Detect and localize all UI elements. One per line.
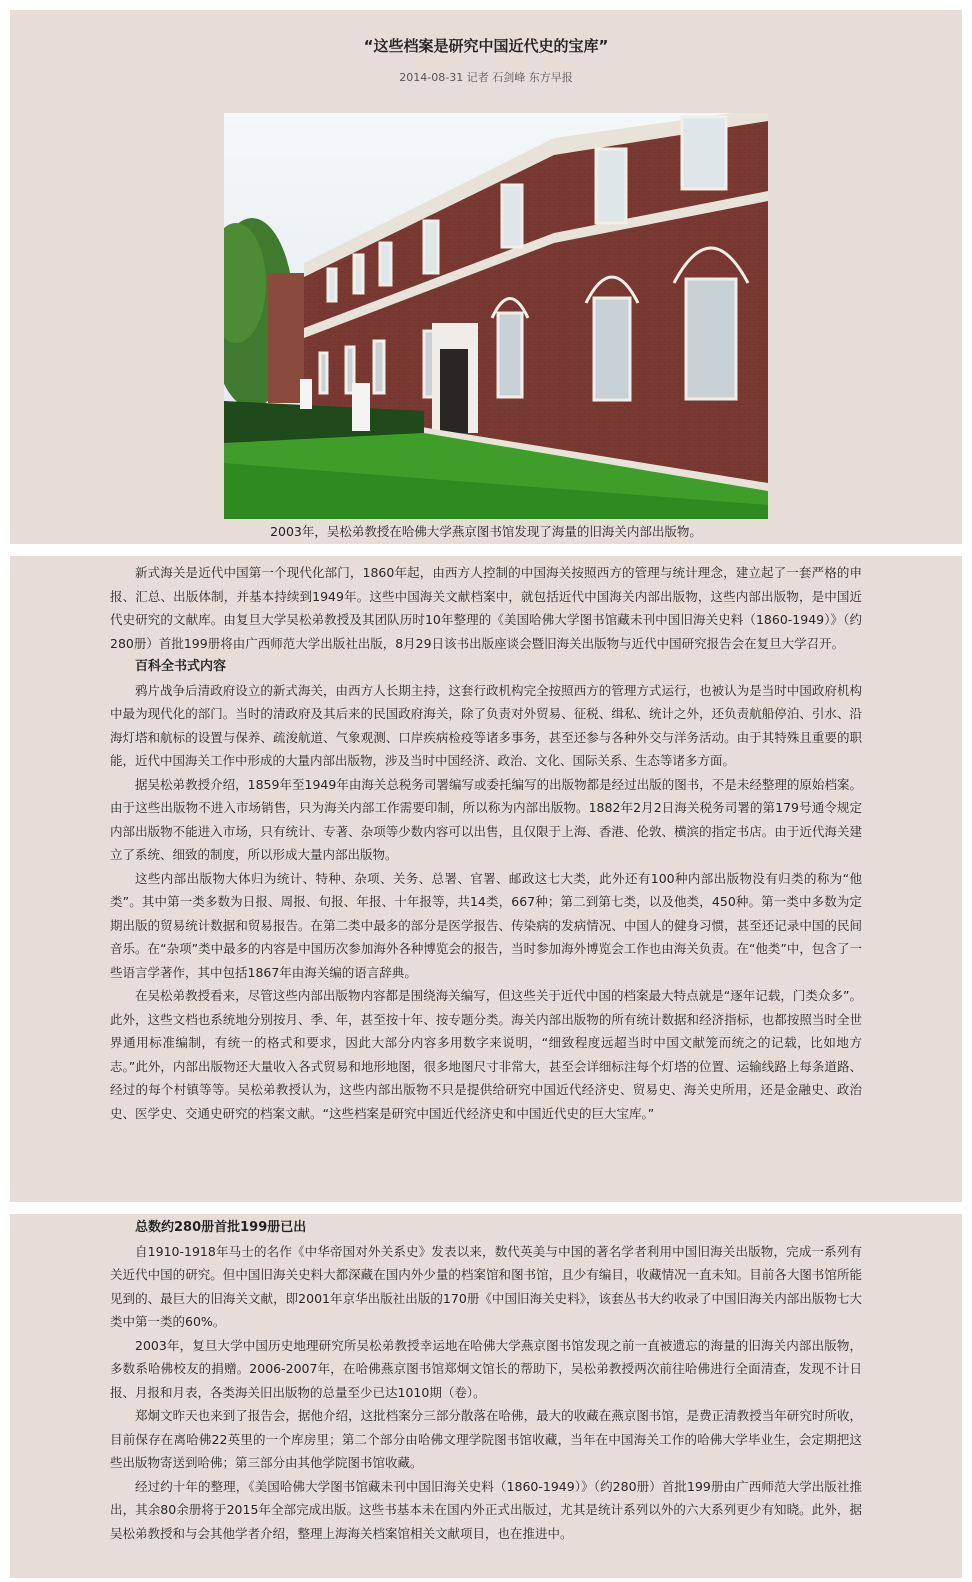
paragraph: 在吴松弟教授看来，尽管这些内部出版物内容都是围绕海关编写，但这些关于近代中国的档案最大特点就是“逐年记载，门类众多”。此外，这些文档也系统地分别按月、季、年，甚至按十年、按专题分类。海关内部出版物的所有统计数据和经济指标，也都按照当时全世界通用标准编制，有统一的格式和要求，因此大部分内容多用数字来说明，“细致程度远超当时中国文献笼而统之的记载，比如地方志。”此外，内部出版物还大量收入各式贸易和地形地图，很多地图尺寸非常大，甚至会详细标注每个灯塔的位置、运输线路上每条道路、经过的每个村镇等等。吴松弟教授认为，这些内部出版物不只是提供给研究中国近代经济史、贸易史、海关史所用，还是金融史、政治史、医学史、交通史研究的档案文献。“这些档案是研究中国近代经济史和中国近代史的巨大宝库。” [110,988,862,1121]
article-body-section-1 [10,556,962,1125]
paragraph: 据吴松弟教授介绍，1859年至1949年由海关总税务司署编写或委托编写的出版物都是经过出版的图书，不是未经整理的原始档案。由于这些出版物不进入市场销售，只为海关内部工作需要印制，所以称为内部出版物。1882年2月2日海关税务司署的第179号通令规定内部出版物不能进入市场，只有统计、专著、杂项等少数内容可以出售，且仅限于上海、香港、伦敦、横滨的指定书店。由于近代海关建立了系统、细致的制度，所以形成大量内部出版物。 [110,776,862,862]
paragraph: 新式海关是近代中国第一个现代化部门，1860年起，由西方人控制的中国海关按照西方的管理与统计理念，建立起了一套严格的申报、汇总、出版体制，并基本持续到1949年。这些中国海关文献档案中，就包括近代中国海关内部出版物，这些内部出版物，是中国近代史研究的文献库。由复旦大学吴松弟教授及其团队历时10年整理的《美国哈佛大学图书馆藏未刊中国旧海关史料（1860-1949）》（约280册）首批199册将由广西师范大学出版社出版，8月29日该书出版座谈会暨旧海关出版物与近代中国研究报告会在复旦大学召开。 [110,565,862,651]
library-building-photo [224,113,768,519]
article-header-panel [10,10,962,544]
article-title: “这些档案是研究中国近代史的宝库” [363,37,609,55]
photo-caption: 2003年，吴松弟教授在哈佛大学燕京图书馆发现了海量的旧海关内部出版物。 [270,524,702,539]
paragraph: 2003年，复旦大学中国历史地理研究所吴松弟教授幸运地在哈佛大学燕京图书馆发现之前一直被遗忘的海量的旧海关内部出版物，多数系哈佛校友的捐赠。2006-2007年，在哈佛燕京图书馆郑炯文馆长的帮助下，吴松弟教授两次前往哈佛进行全面清查，发现不计日报、月报和月表，各类海关旧出版物的总量至少已达1010期（卷）。 [110,1337,862,1400]
section-heading: 总数约280册首批199册已出 [135,1220,307,1235]
article-body-section-2 [10,1214,962,1545]
section-heading: 百科全书式内容 [135,659,227,674]
article-photo [224,113,768,519]
paragraph: 经过约十年的整理，《美国哈佛大学图书馆藏未刊中国旧海关史料（1860-1949）》（约280册）首批199册由广西师范大学出版社推出，其余80余册将于2015年全部完成出版。这些书基本未在国内外正式出版过，尤其是统计系列以外的六大系列更少有知晓。此外，据吴松弟教授和与会其他学者介绍，整理上海海关档案馆相关文献项目，也在推进中。 [110,1478,862,1541]
article-meta: 2014-08-31 记者 石剑峰 东方早报 [399,71,573,84]
paragraph: 这些内部出版物大体归为统计、特种、杂项、关务、总署、官署、邮政这七大类，此外还有100种内部出版物没有归类的称为“他类”。其中第一类多数为日报、周报、旬报、年报、十年报等，共14类，667种；第二到第七类，以及他类，450种。第一类中多数为定期出版的贸易统计数据和贸易报告。在第二类中最多的部分是医学报告、传染病的发病情况、中国人的健身习惯，甚至还记录中国的民间音乐。在“杂项”类中最多的内容是中国历次参加海外各种博览会的报告，当时参加海外博览会工作也由海关负责。在“他类”中，包含了一些语言学著作，其中包括1867年由海关编的语言辞典。 [110,870,862,980]
paragraph: 自1910-1918年马士的名作《中华帝国对外关系史》发表以来，数代英美与中国的著名学者利用中国旧海关出版物，完成一系列有关近代中国的研究。但中国旧海关史料大都深藏在国内外少量的档案馆和图书馆，且少有编目，收藏情况一直未知。目前各大图书馆所能见到的、最巨大的旧海关文献，即2001年京华出版社出版的170册《中国旧海关史料》，该套丛书大约收录了中国旧海关内部出版物七大类中第一类的60%。 [110,1243,862,1329]
article-body-panel-1 [10,556,962,1202]
paragraph: 郑炯文昨天也来到了报告会，据他介绍，这批档案分三部分散落在哈佛，最大的收藏在燕京图书馆，是费正清教授当年研究时所收，目前保存在离哈佛22英里的一个库房里；第二个部分由哈佛文理学院图书馆收藏，当年在中国海关工作的哈佛大学毕业生，会定期把这些出版物寄送到哈佛；第三部分由其他学院图书馆收藏。 [110,1408,862,1470]
article-body-panel-2 [10,1214,962,1578]
paragraph: 鸦片战争后清政府设立的新式海关，由西方人长期主持，这套行政机构完全按照西方的管理方式运行，也被认为是当时中国政府机构中最为现代化的部门。当时的清政府及其后来的民国政府海关，除了负责对外贸易、征税、缉私、统计之外，还负责航船停泊、引水、沿海灯塔和航标的设置与保养、疏浚航道、气象观测、口岸疾病检疫等诸多事务，甚至还参与各种外交与洋务活动。由于其特殊且重要的职能，近代中国海关工作中形成的大量内部出版物，涉及当时中国经济、政治、文化、国际关系、生态等诸多方面。 [110,682,862,768]
